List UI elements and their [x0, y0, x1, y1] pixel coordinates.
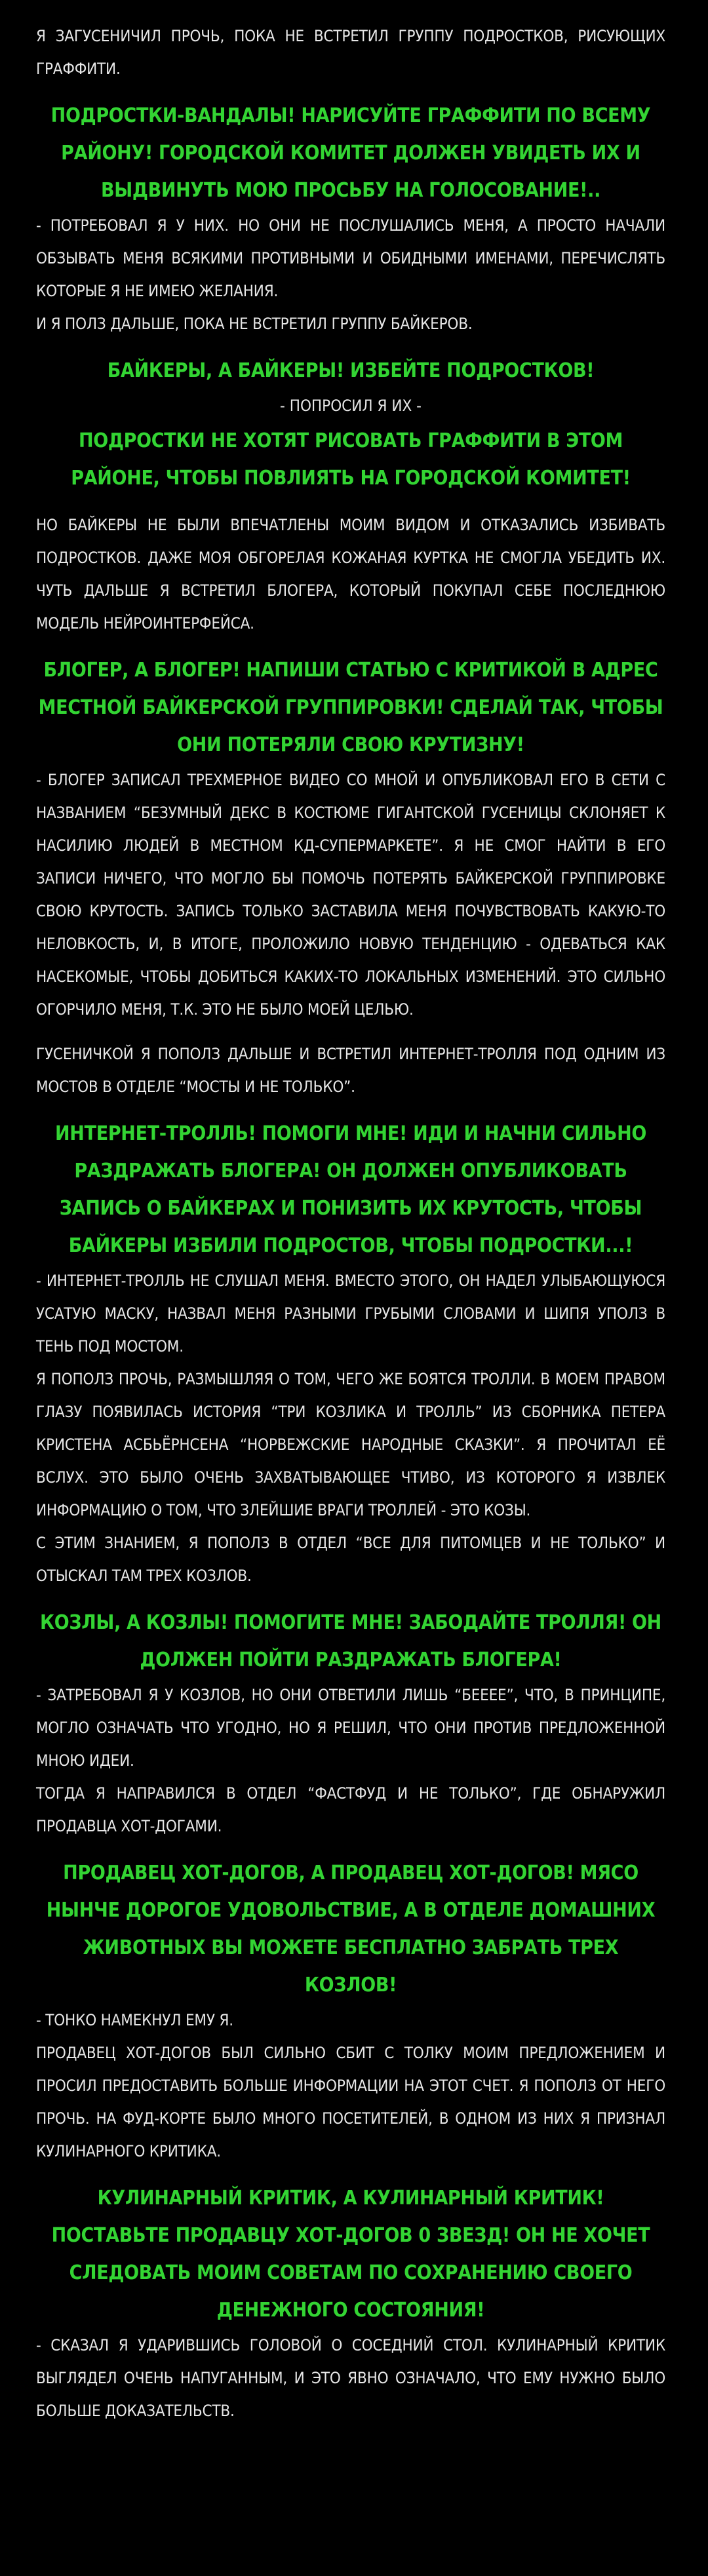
shout-to-hotdog-seller: ПРОДАВЕЦ ХОТ-ДОГОВ, А ПРОДАВЕЦ ХОТ-ДОГОВ! МЯСО НЫНЧЕ ДОРОГОЕ УДОВОЛЬСТВИЕ, А В ОТДЕЛЕ ДОМАШНИХ ЖИВОТНЫХ ВЫ МОЖЕТЕ БЕСПЛАТНО ЗАБРАТЬ ТРЕХ КОЗЛОВ!	[46, 1862, 656, 1997]
shout-to-blogger: БЛОГЕР, А БЛОГЕР! НАПИШИ СТАТЬЮ С КРИТИКОЙ В АДРЕС МЕСТНОЙ БАЙКЕРСКОЙ ГРУППИРОВКИ! СДЕЛАЙ ТАК, ЧТОБЫ ОНИ ПОТЕРЯЛИ СВОЮ КРУТИЗНУ!	[38, 659, 663, 756]
shout-to-teens: ПОДРОСТКИ-ВАНДАЛЫ! НАРИСУЙТЕ ГРАФФИТИ ПО ВСЕМУ РАЙОНУ! ГОРОДСКОЙ КОМИТЕТ ДОЛЖЕН УВИДЕТЬ ИХ И ВЫДВИНУТЬ МОЮ ПРОСЬБУ НА ГОЛОСОВАНИЕ!..	[50, 104, 651, 202]
narration-paragraph: С ЭТИМ ЗНАНИЕМ, Я ПОПОЛЗ В ОТДЕЛ “ВСЕ ДЛЯ ПИТОМЦЕВ И НЕ ТОЛЬКО” И ОТЫСКАЛ ТАМ ТРЕХ КОЗЛОВ.	[36, 1534, 665, 1585]
request-line: - ПОПРОСИЛ Я ИХ -	[280, 397, 422, 415]
narration-paragraph: НО БАЙКЕРЫ НЕ БЫЛИ ВПЕЧАТЛЕНЫ МОИМ ВИДОМ И ОТКАЗАЛИСЬ ИЗБИВАТЬ ПОДРОСТКОВ. ДАЖЕ МОЯ ОБГОРЕЛАЯ КОЖАНАЯ КУРТКА НЕ СМОГЛА УБЕДИТЬ ИХ. ЧУТЬ ДАЛЬШЕ Я ВСТРЕТИЛ БЛОГЕРА, КОТОРЫЙ ПОКУПАЛ СЕБЕ ПОСЛЕДНЮЮ МОДЕЛЬ НЕЙРОИНТЕРФЕЙСА.	[36, 516, 665, 633]
narration-paragraph: - ПОТРЕБОВАЛ Я У НИХ. НО ОНИ НЕ ПОСЛУШАЛИСЬ МЕНЯ, А ПРОСТО НАЧАЛИ ОБЗЫВАТЬ МЕНЯ ВСЯКИМИ ПРОТИВНЫМИ И ОБИДНЫМИ ИМЕНАМИ, ПЕРЕЧИСЛЯТЬ КОТОРЫЕ Я НЕ ИМЕЮ ЖЕЛАНИЯ.	[36, 216, 665, 300]
shout-to-bikers-continued: ПОДРОСТКИ НЕ ХОТЯТ РИСОВАТЬ ГРАФФИТИ В ЭТОМ РАЙОНЕ, ЧТОБЫ ПОВЛИЯТЬ НА ГОРОДСКОЙ КОМИТЕТ!	[71, 429, 631, 490]
narration-paragraph: - ЗАТРЕБОВАЛ Я У КОЗЛОВ, НО ОНИ ОТВЕТИЛИ ЛИШЬ “БЕЕЕE”, ЧТО, В ПРИНЦИПЕ, МОГЛО ОЗНАЧАТЬ ЧТО УГОДНО, НО Я РЕШИЛ, ЧТО ОНИ ПРОТИВ ПРЕДЛОЖЕННОЙ МНОЮ ИДЕИ.	[36, 1686, 665, 1770]
shout-to-goats: КОЗЛЫ, А КОЗЛЫ! ПОМОГИТЕ МНЕ! ЗАБОДАЙТЕ ТРОЛЛЯ! ОН ДОЛЖЕН ПОЙТИ РАЗДРАЖАТЬ БЛОГЕРА!	[40, 1611, 661, 1671]
shout-to-food-critic: КУЛИНАРНЫЙ КРИТИК, А КУЛИНАРНЫЙ КРИТИК! ПОСТАВЬТЕ ПРОДАВЦУ ХОТ-ДОГОВ 0 ЗВЕЗД! ОН НЕ ХОЧЕТ СЛЕДОВАТЬ МОИМ СОВЕТАМ ПО СОХРАНЕНИЮ СВОЕГО ДЕНЕЖНОГО СОСТОЯНИЯ!	[51, 2187, 650, 2322]
narration-paragraph: ПРОДАВЕЦ ХОТ-ДОГОВ БЫЛ СИЛЬНО СБИТ С ТОЛКУ МОИМ ПРЕДЛОЖЕНИЕМ И ПРОСИЛ ПРЕДОСТАВИТЬ БОЛЬШЕ ИНФОРМАЦИИ НА ЭТОТ СЧЕТ. Я ПОПОЛЗ ОТ НЕГО ПРОЧЬ. НА ФУД-КОРТЕ БЫЛО МНОГО ПОСЕТИТЕЛЕЙ, В ОДНОМ ИЗ НИХ Я ПРИЗНАЛ КУЛИНАРНОГО КРИТИКА.	[36, 2044, 665, 2160]
narration-paragraph: ТОГДА Я НАПРАВИЛСЯ В ОТДЕЛ “ФАСТФУД И НЕ ТОЛЬКО”, ГДЕ ОБНАРУЖИЛ ПРОДАВЦА ХОТ-ДОГАМИ.	[36, 1784, 665, 1835]
narration-paragraph: - ИНТЕРНЕТ-ТРОЛЛЬ НЕ СЛУШАЛ МЕНЯ. ВМЕСТО ЭТОГО, ОН НАДЕЛ УЛЫБАЮЩУЮСЯ УСАТУЮ МАСКУ, НАЗВАЛ МЕНЯ РАЗНЫМИ ГРУБЫМИ СЛОВАМИ И ШИПЯ УПОЛЗ В ТЕНЬ ПОД МОСТОМ.	[36, 1272, 665, 1356]
narration-paragraph: Я ЗАГУСЕНИЧИЛ ПРОЧЬ, ПОКА НЕ ВСТРЕТИЛ ГРУППУ ПОДРОСТКОВ, РИСУЮЩИХ ГРАФФИТИ.	[36, 27, 665, 78]
narration-paragraph: - БЛОГЕР ЗАПИСАЛ ТРЕХМЕРНОЕ ВИДЕО СО МНОЙ И ОПУБЛИКОВАЛ ЕГО В СЕТИ С НАЗВАНИЕМ “БЕЗУМНЫЙ ДЕКС В КОСТЮМЕ ГИГАНТСКОЙ ГУСЕНИЦЫ СКЛОНЯЕТ К НАСИЛИЮ ЛЮДЕЙ В МЕСТНОМ КД-СУПЕРМАРКЕТЕ”. Я НЕ СМОГ НАЙТИ В ЕГО ЗАПИСИ НИЧЕГО, ЧТО МОГЛО БЫ ПОМОЧЬ ПОТЕРЯТЬ БАЙКЕРСКОЙ ГРУППИРОВКЕ СВОЮ КРУТОСТЬ. ЗАПИСЬ ТОЛЬКО ЗАСТАВИЛА МЕНЯ ПОЧУВСТВОВАТЬ КАКУЮ-ТО НЕЛОВКОСТЬ, И, В ИТОГЕ, ПРОЛОЖИЛО НОВУЮ ТЕНДЕНЦИЮ - ОДЕВАТЬСЯ КАК НАСЕКОМЫЕ, ЧТОБЫ ДОБИТЬСЯ КАКИХ-ТО ЛОКАЛЬНЫХ ИЗМЕНЕНИЙ. ЭТО СИЛЬНО ОГОРЧИЛО МЕНЯ, Т.К. ЭТО НЕ БЫЛО МОЕЙ ЦЕЛЬЮ.	[36, 771, 665, 1019]
narration-paragraph: - СКАЗАЛ Я УДАРИВШИСЬ ГОЛОВОЙ О СОСЕДНИЙ СТОЛ. КУЛИНАРНЫЙ КРИТИК ВЫГЛЯДЕЛ ОЧЕНЬ НАПУГАННЫМ, И ЭТО ЯВНО ОЗНАЧАЛО, ЧТО ЕМУ НУЖНО БЫЛО БОЛЬШЕ ДОКАЗАТЕЛЬСТВ.	[36, 2336, 665, 2420]
narration-paragraph: Я ПОПОЛЗ ПРОЧЬ, РАЗМЫШЛЯЯ О ТОМ, ЧЕГО ЖЕ БОЯТСЯ ТРОЛЛИ. В МОЕМ ПРАВОМ ГЛАЗУ ПОЯВИЛАСЬ ИСТОРИЯ “ТРИ КОЗЛИКА И ТРОЛЛЬ” ИЗ СБОРНИКА ПЕТЕРА КРИСТЕНА АСБЬЁРНСЕНА “НОРВЕЖСКИЕ НАРОДНЫЕ СКАЗКИ”. Я ПРОЧИТАЛ ЕЁ ВСЛУХ. ЭТО БЫЛО ОЧЕНЬ ЗАХВАТЫВАЮЩЕЕ ЧТИВО, ИЗ КОТОРОГО Я ИЗВЛЕК ИНФОРМАЦИЮ О ТОМ, ЧТО ЗЛЕЙШИЕ ВРАГИ ТРОЛЛЕЙ - ЭТО КОЗЫ.	[36, 1370, 665, 1519]
narration-paragraph: И Я ПОЛЗ ДАЛЬШЕ, ПОКА НЕ ВСТРЕТИЛ ГРУППУ БАЙКЕРОВ.	[36, 315, 473, 333]
shout-to-bikers: БАЙКЕРЫ, А БАЙКЕРЫ! ИЗБЕЙТЕ ПОДРОСТКОВ!	[107, 359, 595, 382]
story-column	[36, 20, 665, 2427]
shout-to-troll: ИНТЕРНЕТ-ТРОЛЛЬ! ПОМОГИ МНЕ! ИДИ И НАЧНИ СИЛЬНО РАЗДРАЖАТЬ БЛОГЕРА! ОН ДОЛЖЕН ОПУБЛИКОВАТЬ ЗАПИСЬ О БАЙКЕРАХ И ПОНИЗИТЬ ИХ КРУТОСТЬ, ЧТОБЫ БАЙКЕРЫ ИЗБИЛИ ПОДРОСТОВ, ЧТОБЫ ПОДРОСТКИ...!	[55, 1122, 646, 1257]
narration-paragraph: ГУСЕНИЧКОЙ Я ПОПОЛЗ ДАЛЬШЕ И ВСТРЕТИЛ ИНТЕРНЕТ-ТРОЛЛЯ ПОД ОДНИМ ИЗ МОСТОВ В ОТДЕЛЕ “МОСТЫ И НЕ ТОЛЬКО”.	[36, 1045, 665, 1096]
narration-paragraph: - ТОНКО НАМЕКНУЛ ЕМУ Я.	[36, 2011, 233, 2029]
